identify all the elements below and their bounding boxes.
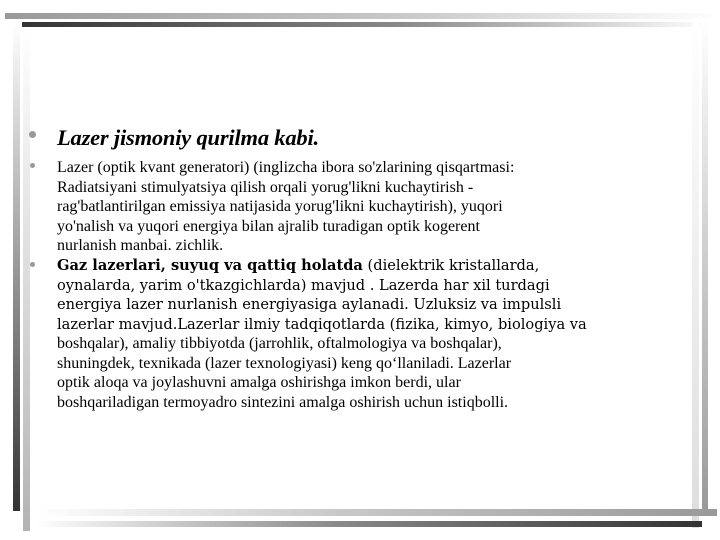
heading-text: Lazer jismoniy qurilma kabi.	[57, 125, 319, 150]
frame-bar-right-inner	[692, 18, 699, 528]
text-line: shuningdek, texnikada (lazer texnologiyasi) keng qo‘llaniladi. Lazerlar	[57, 354, 512, 372]
text-line: rag'batlantirilgan emissiya natijasida yorug'likni kuchaytirish), yuqori	[57, 198, 503, 215]
text-fragment: (dielektrik kristallarda,	[362, 257, 540, 274]
frame-bar-top-outer	[5, 13, 720, 19]
text-line: yo'nalish va yuqori energiya bilan ajralib turadigan optik kogerent	[57, 217, 480, 235]
text-line: Lazer (optik kvant generatori) (inglizcha ibora so'zlarining qisqartmasi:	[57, 159, 515, 176]
text-line: oynalarda, yarim o'tkazgichlarda) mavjud . Lazerda har xil turdagi	[57, 276, 550, 294]
bullet-dot-icon	[29, 131, 36, 138]
frame-bar-left-inner	[23, 27, 30, 531]
text-line: Radiatsiyani stimulyatsiya qilish orqali yorug'likni kuchaytirish -	[57, 178, 474, 196]
text-line: nurlanish manbai. zichlik.	[57, 237, 224, 254]
text-line: boshqariladigan termoyadro sintezini amalga oshirish uchun istiqbolli.	[57, 393, 509, 411]
bullet-dot-icon	[30, 262, 35, 267]
bullet-dot-icon	[30, 163, 35, 168]
frame-bar-top-inner	[22, 22, 712, 27]
bold-lead-text: Gaz lazerlari, suyuq va qattiq holatda	[57, 257, 363, 274]
frame-bar-bottom-outer	[35, 521, 702, 527]
text-line: optik aloqa va joylashuvni amalga oshirishga imkon berdi, ular	[57, 374, 461, 391]
text-line: boshqalar), amaliy tibbiyotda (jarrohlik, oftalmologiya va boshqalar),	[57, 335, 502, 352]
text-line: energiya lazer nurlanish energiyasiga aylanadi. Uzluksiz va impulsli	[57, 296, 562, 313]
frame-bar-right-outer	[702, 18, 708, 516]
bullet-item-heading	[57, 124, 657, 152]
bullet-item-types	[57, 256, 657, 412]
frame-bar-left-outer	[13, 22, 20, 511]
text-line: lazerlar mavjud.Lazerlar ilmiy tadqiqotlarda (fizika, kimyo, biologiya va	[57, 315, 587, 333]
bullet-item-definition	[57, 158, 657, 256]
frame-bar-bottom-inner	[35, 509, 717, 516]
text-line	[57, 256, 657, 276]
